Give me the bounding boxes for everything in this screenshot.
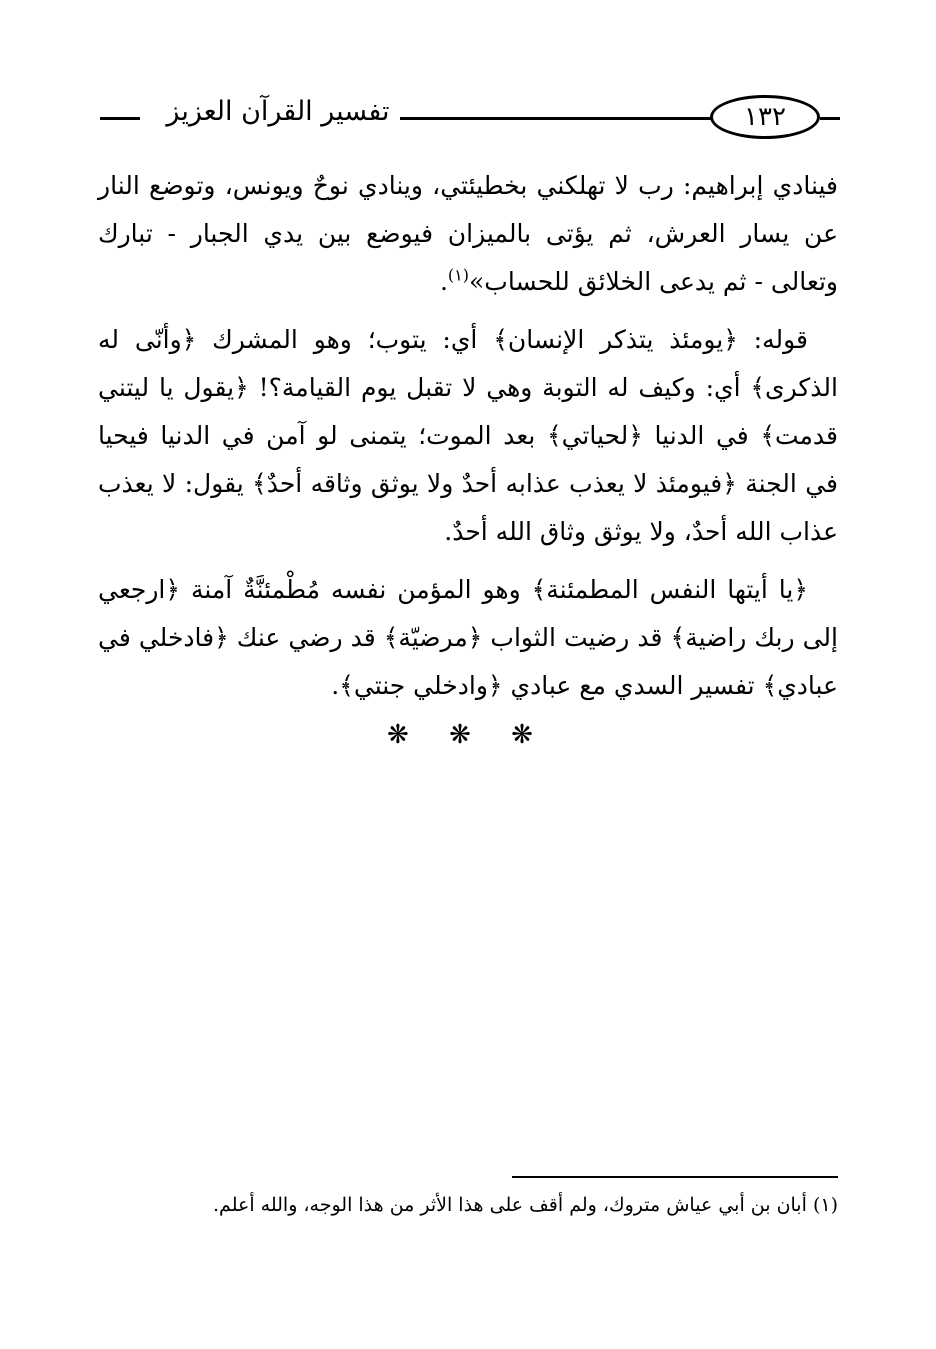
footnote-rule <box>512 1176 838 1178</box>
paragraph-2: قوله: ﴿يومئذ يتذكر الإنسان﴾ أي: يتوب؛ وهو المشرك ﴿وأنّى له الذكرى﴾ أي: وكيف له التوبة وهي لا تقبل يوم القيامة؟! ﴿يقول يا ليتني قدمت﴾ في الدنيا ﴿لحياتي﴾ بعد الموت؛ يتمنى لو آمن في الدنيا فيحيا في الجنة ﴿فيومئذ لا يعذب عذابه أحدٌ ولا يوثق وثاقه أحدٌ﴾ يقول: لا يعذب عذاب الله أحدٌ، ولا يوثق وثاق الله أحدٌ. <box>98 325 838 546</box>
header-title: تفسير القرآن العزيز <box>140 96 416 127</box>
paragraph-1-text: فينادي إبراهيم: رب لا تهلكني بخطيئتي، وينادي نوحٌ ويونس، وتوضع النار عن يسار العرش، ثم يؤتى بالميزان فيوضع بين يدي الجبار - تبارك وتعالى - ثم يدعى الخلائق للحساب» <box>98 171 838 296</box>
paragraph-1-end: . <box>439 267 448 296</box>
header-rule-right <box>820 117 840 120</box>
footnote-text: أبان بن أبي عياش متروك، ولم أقف على هذا الأثر من هذا الوجه، والله أعلم. <box>213 1194 807 1216</box>
running-header <box>100 92 840 144</box>
header-rule-left <box>100 117 142 120</box>
section-separator: ❋ ❋ ❋ <box>387 720 549 750</box>
page-number: ١٣٢ <box>710 95 820 139</box>
main-text <box>98 162 838 720</box>
paragraph-1 <box>98 162 838 306</box>
paragraph-3: ﴿يا أيتها النفس المطمئنة﴾ وهو المؤمن نفسه مُطْمئنَّةٌ آمنة ﴿ارجعي إلى ربك راضية﴾ قد رضيت الثواب ﴿مرضيّة﴾ قد رضي عنك ﴿فادخلي في عبادي﴾ تفسير السدي مع عبادي ﴿وادخلي جنتي﴾. <box>98 575 838 700</box>
footnote-marker: (١) <box>812 1194 838 1216</box>
footnote <box>98 1190 838 1220</box>
footnote-reference: (١) <box>447 265 470 285</box>
